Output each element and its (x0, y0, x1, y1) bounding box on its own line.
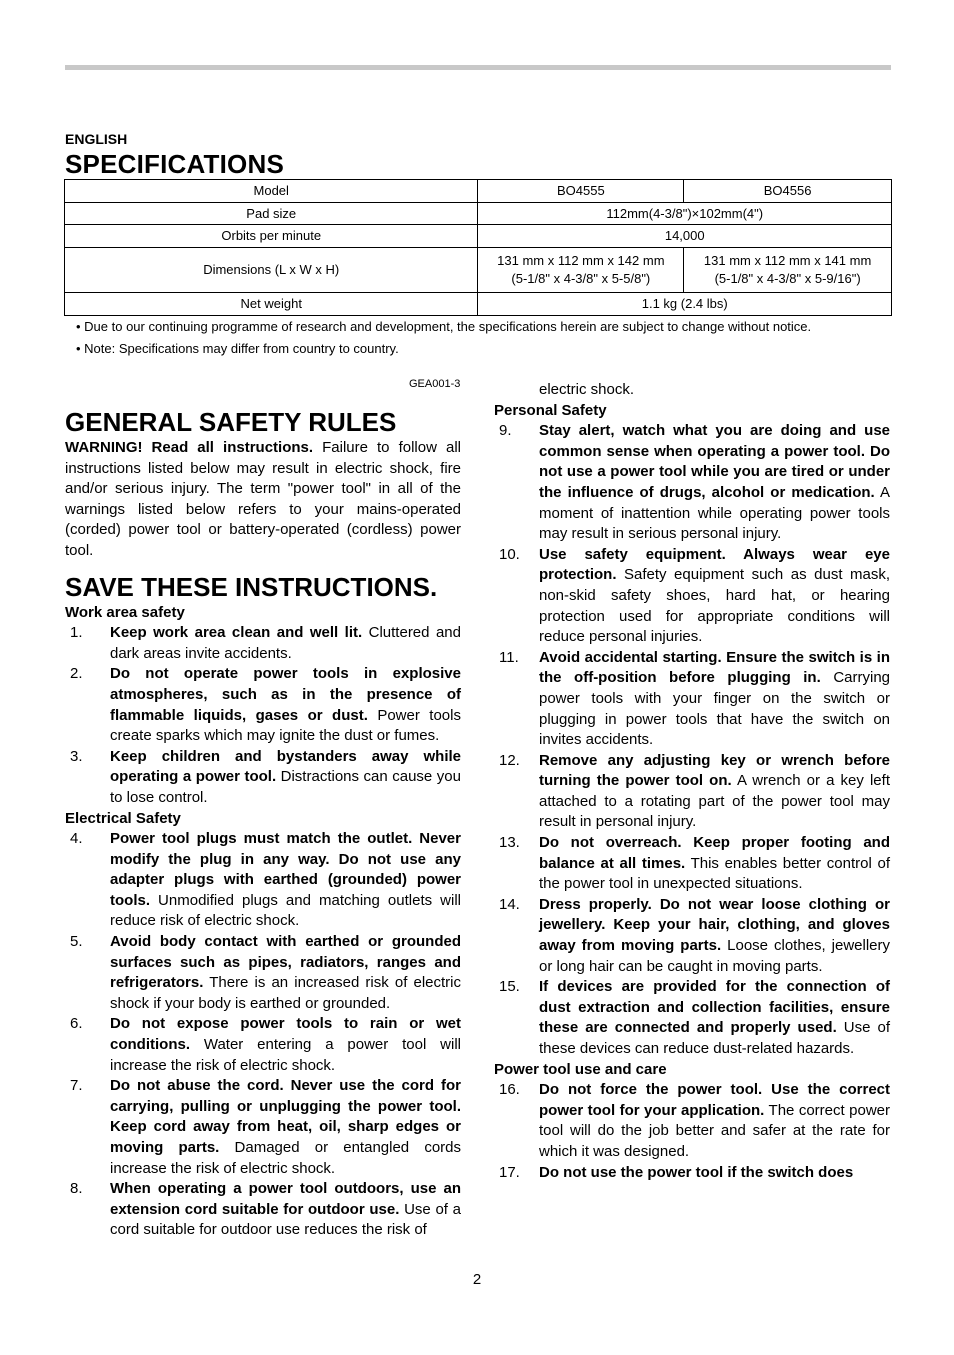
dimension-metric: 131 mm x 112 mm x 141 mm (703, 253, 872, 268)
item-text: Safety equipment such as dust mask, non-skid safety shoes, hard hat, or hearing protection used for appropriate conditions will reduce personal injuries. (539, 566, 890, 646)
item-bold: Keep work area clean and well lit. (110, 624, 363, 642)
item-number: 3. (70, 747, 83, 765)
left-column (65, 380, 461, 1241)
item-bold: Do not operate power tools in explosive atmospheres, such as in the presence of flammable liquids, gases or dust. (110, 665, 461, 724)
item-text: This enables better control of the power tool in unexpected situations. (539, 854, 890, 893)
table-cell: 112mm(4-3/8")×102mm(4") (478, 203, 892, 225)
table-cell: 14,000 (478, 225, 892, 248)
list-item (494, 1080, 890, 1162)
item-bold: Do not use the power tool if the switch does (539, 1163, 854, 1181)
list-item (65, 747, 461, 809)
save-instructions-title: SAVE THESE INSTRUCTIONS. (65, 571, 438, 602)
item-number: 9. (499, 422, 512, 440)
item-text: A wrench or a key left attached to a rotating part of the power tool may result in personal injury. (539, 772, 890, 831)
item-number: 5. (70, 933, 83, 951)
item-bold: Keep children and bystanders away while operating a power tool. (110, 747, 461, 786)
item-bold: Do not force the power tool. Use the correct power tool for your application. (539, 1081, 890, 1119)
item-text: Damaged or entangled cords increase the risk of electric shock. (110, 1139, 461, 1177)
list-item (65, 1076, 461, 1179)
table-header-cell: Model (65, 180, 478, 203)
dimension-metric: 131 mm x 112 mm x 142 mm (497, 253, 665, 268)
list-item-continuation (494, 380, 890, 401)
list-item (65, 1179, 461, 1241)
item-text: Use of these devices can reduce dust-related hazards. (539, 1019, 890, 1057)
list-item (65, 932, 461, 1014)
item-number: 8. (70, 1180, 83, 1198)
table-header-cell: BO4555 (478, 180, 684, 203)
table-header-cell: BO4556 (684, 180, 892, 203)
item-bold: Power tool plugs must match the outlet. Never modify the plug in any way. Do not use any adapter plugs with earthed (grounded) power tools. (110, 830, 461, 909)
item-number (494, 380, 539, 401)
item-number: 17. (499, 1163, 520, 1181)
table-row-label: Dimensions (L x W x H) (65, 248, 478, 293)
note: • Due to our continuing programme of research and development, the specifications herein are subject to change without notice. (76, 319, 812, 334)
item-number: 11. (499, 648, 519, 666)
item-text: Water entering a power tool will increase the risk of electric shock. (110, 1036, 461, 1074)
list-item (65, 623, 461, 664)
item-bold: When operating a power tool outdoors, use an extension cord suitable for outdoor use. (110, 1180, 461, 1218)
item-bold: Avoid accidental starting. Ensure the switch is in the off-position before plugging in. (539, 648, 890, 687)
document-code: GEA001-3 (409, 378, 461, 390)
warning-lead: WARNING! Read all instructions. (65, 439, 314, 456)
item-text: Use of a cord suitable for outdoor use reduces the risk of (110, 1200, 462, 1239)
dimension-imperial: (5-1/8" x 4-3/8" x 5-5/8") (511, 271, 651, 286)
item-bold: Use safety equipment. Always wear eye protection. (539, 545, 890, 584)
list-item (494, 545, 890, 648)
item-text: electric shock. (539, 381, 635, 398)
right-column (494, 380, 890, 1183)
item-text: Carrying power tools with your finger on the switch or plugging in power tools that have the switch on invites accidents. (539, 669, 890, 749)
item-number: 2. (70, 665, 83, 683)
table-row-label: Orbits per minute (65, 225, 478, 248)
warning-paragraph (65, 438, 461, 562)
item-bold: Remove any adjusting key or wrench before turning the power tool on. (539, 751, 890, 790)
item-number: 7. (70, 1077, 83, 1095)
item-bold: Stay alert, watch what you are doing and use common sense when operating a power tool. Do not use a power tool while you are tired or under the influence of drugs, alcohol or medication. (539, 422, 890, 501)
list-item (494, 751, 890, 833)
item-number: 14. (499, 895, 520, 913)
page-number: 2 (472, 1271, 482, 1288)
table-row (65, 180, 892, 203)
specifications-title: SPECIFICATIONS (65, 149, 285, 179)
item-number: 1. (70, 624, 83, 642)
section-heading-work-area: Work area safety (65, 603, 185, 621)
note: • Note: Specifications may differ from country to country. (76, 341, 399, 356)
item-number: 13. (499, 834, 520, 852)
table-cell: 1.1 kg (2.4 lbs) (478, 293, 892, 316)
item-number: 4. (70, 830, 83, 848)
item-number: 16. (499, 1081, 520, 1099)
item-text: A moment of inattention while operating power tools may result in serious personal injury. (539, 483, 890, 543)
list-item (494, 1163, 890, 1184)
general-safety-title: GENERAL SAFETY RULES (65, 407, 397, 437)
table-cell (478, 248, 684, 293)
section-heading-personal: Personal Safety (494, 401, 607, 419)
item-text: Unmodified plugs and matching outlets will reduce risk of electric shock. (110, 891, 461, 930)
item-text: Cluttered and dark areas invite accidents. (110, 624, 461, 662)
table-row-label: Pad size (65, 203, 478, 225)
item-bold: Dress properly. Do not wear loose clothing or jewellery. Keep your hair, clothing, and gloves away from moving parts. (539, 895, 890, 955)
item-text: Power tools create sparks which may ignite the dust or fumes. (110, 706, 461, 745)
list-item (494, 895, 890, 977)
list-item (65, 829, 461, 932)
item-text: The correct power tool will do the job better and safer at the rate for which it was designed. (539, 1101, 890, 1160)
table-row-label: Net weight (65, 293, 478, 316)
table-row (65, 248, 892, 293)
section-heading-power-tool: Power tool use and care (494, 1060, 667, 1078)
item-number: 15. (499, 978, 520, 996)
item-bold: If devices are provided for the connection of dust extraction and collection facilities, ensure these are connected and properly used. (539, 978, 890, 1037)
item-bold: Do not abuse the cord. Never use the cord for carrying, pulling or unplugging the power tool. Keep cord away from heat, oil, sharp edges or moving parts. (110, 1077, 461, 1156)
spec-notes (76, 318, 811, 362)
item-bold: Do not expose power tools to rain or wet conditions. (110, 1015, 461, 1054)
top-rule (65, 65, 891, 70)
list-item (494, 648, 890, 751)
dimension-imperial: (5-1/8" x 4-3/8" x 5-9/16") (714, 271, 861, 286)
item-text: Loose clothes, jewellery or long hair can be caught in moving parts. (539, 937, 891, 975)
item-text: There is an increased risk of electric shock if your body is earthed or grounded. (110, 974, 461, 1012)
list-item (65, 1014, 461, 1076)
item-bold: Avoid body contact with earthed or grounded surfaces such as pipes, radiators, ranges and refrigerators. (110, 933, 461, 992)
item-text: Distractions can cause you to lose control. (110, 768, 461, 806)
table-cell (684, 248, 892, 293)
table-row (65, 293, 892, 316)
item-bold: Do not overreach. Keep proper footing and balance at all times. (539, 834, 890, 872)
warning-text: Failure to follow all instructions listed below may result in electric shock, fire and/or serious injury. The term "power tool" in all of the warnings listed below refers to your mains-operated (corded) power tool or battery-operated (cordless) power tool. (65, 439, 462, 559)
section-heading-electrical: Electrical Safety (65, 809, 181, 827)
table-row (65, 225, 892, 248)
item-number: 6. (70, 1015, 83, 1033)
item-number: 12. (499, 751, 520, 769)
list-item (65, 664, 461, 746)
list-item (494, 421, 890, 545)
item-number: 10. (499, 545, 520, 563)
language-label: ENGLISH (65, 131, 128, 147)
list-item (494, 977, 890, 1059)
specifications-table (64, 179, 892, 316)
table-row (65, 203, 892, 225)
list-item (494, 833, 890, 895)
